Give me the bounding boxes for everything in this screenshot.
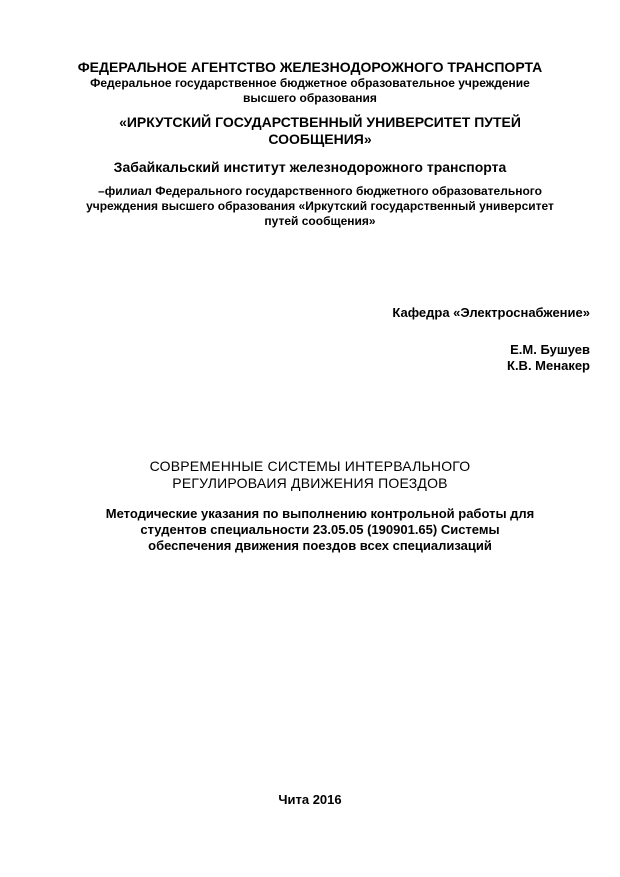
institution-type-line1: Федеральное государственное бюджетное образовательное учреждение	[90, 76, 530, 90]
university-name: «ИРКУТСКИЙ ГОСУДАРСТВЕННЫЙ УНИВЕРСИТЕТ ПУТЕЙ СООБЩЕНИЯ»	[119, 114, 521, 147]
agency-name: ФЕДЕРАЛЬНОЕ АГЕНТСТВО ЖЕЛЕЗНОДОРОЖНОГО ТРАНСПОРТА	[77, 59, 543, 75]
title-line2: РЕГУЛИРОВАИЯ ДВИЖЕНИЯ ПОЕЗДОВ	[172, 475, 448, 491]
document-title	[0, 458, 620, 492]
department-name: Кафедра «Электроснабжение»	[392, 305, 590, 320]
author-name: Е.М. Бушуев	[510, 342, 590, 357]
institution-type	[0, 76, 620, 106]
institution-type-line2: высшего образования	[243, 91, 377, 105]
city-year: Чита 2016	[278, 792, 342, 807]
authors-list	[507, 342, 590, 374]
title-line1: СОВРЕМЕННЫЕ СИСТЕМЫ ИНТЕРВАЛЬНОГО	[149, 458, 471, 474]
document-subtitle: Методические указания по выполнению контрольной работы для студентов специальности 23.05.05 (190901.65) Системы обеспечения движения поездов всех специализаций	[105, 506, 535, 553]
author-name: К.В. Менакер	[507, 358, 590, 373]
branch-description: –филиал Федерального государственного бюджетного образовательного учреждения высшего образования «Иркутский государственный университет путей сообщения»	[86, 184, 554, 228]
institute-name: Забайкальский институт железнодорожного транспорта	[113, 159, 507, 175]
